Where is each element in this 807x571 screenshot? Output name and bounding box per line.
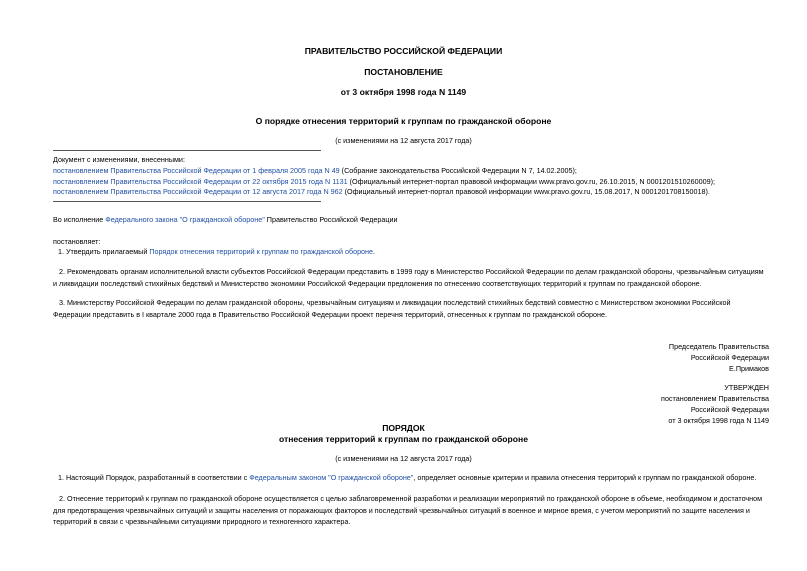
amendment-source: (Собрание законодательства Российской Федерации N 7, 14.02.2005); — [339, 166, 577, 175]
changes-note: (с изменениями на 12 августа 2017 года) — [335, 136, 472, 145]
paragraph-1 — [58, 247, 375, 256]
procedure-paragraph-2: 2. Отнесение территорий к группам по гражданской обороне осуществляется с целью заблаговременной разработки и реализации мероприятий по гражданской обороне в объеме, необходимом и достаточном для предотвращения чрезвычайных ситуаций и защиты населения от поражающих факторов и последствий чрезвычайных ситуаций в военное и мирное время, с учетом мероприятий по защите населения и территорий в связи с чрезвычайными ситуациями природного и техногенного характера. — [53, 494, 763, 526]
amendment-item — [53, 166, 577, 175]
federal-law-link[interactable]: Федерального закона "О гражданской обороне" — [105, 215, 265, 224]
paragraph-3: 3. Министерству Российской Федерации по делам гражданской обороны, чрезвычайным ситуациям и ликвидации последствий стихийных бедствий совместно с Министерством экономики Российской Федерации представить в I квартале 2000 года в Правительство Российской Федерации проект перечня территорий, отнесенных к группам по гражданской обороне. — [53, 298, 731, 319]
doc-type-heading: ПОСТАНОВЛЕНИЕ — [364, 67, 443, 77]
paragraph-1-suffix: . — [373, 247, 376, 256]
amendment-link[interactable]: постановлением Правительства Российской Федерации от 12 августа 2017 года N 962 — [53, 187, 343, 196]
procedure-title: ПОРЯДОК — [382, 423, 425, 433]
amendment-link[interactable]: постановлением Правительства Российской Федерации от 22 октября 2015 года N 1131 — [53, 177, 348, 186]
approval-by: постановлением Правительства — [661, 394, 769, 403]
preamble-suffix: Правительство Российской Федерации — [264, 215, 398, 224]
procedure-paragraph-1 — [58, 473, 756, 482]
government-heading: ПРАВИТЕЛЬСТВО РОССИЙСКОЙ ФЕДЕРАЦИИ — [304, 46, 503, 56]
procedure-changes-note: (с изменениями на 12 августа 2017 года) — [335, 454, 472, 463]
signature-country: Российской Федерации — [690, 353, 769, 362]
paragraph-1-prefix: 1. Утвердить прилагаемый — [58, 247, 150, 256]
procedure-p1-suffix: , определяет основные критерии и правила отнесения территорий к группам по гражданской обороне. — [413, 473, 757, 482]
procedure-p1-prefix: 1. Настоящий Порядок, разработанный в соответствии с — [58, 473, 250, 482]
approval-date: от 3 октября 1998 года N 1149 — [668, 416, 769, 425]
amendments-intro: Документ с изменениями, внесенными: — [53, 155, 185, 164]
document-title: О порядке отнесения территорий к группам по гражданской обороне — [255, 116, 552, 126]
preamble-prefix: Во исполнение — [53, 215, 106, 224]
paragraph-2: 2. Рекомендовать органам исполнительной власти субъектов Российской Федерации представить в 1999 году в Министерство Российской Федерации по делам гражданской обороны, чрезвычайным ситуациям и ликвидации последствий стихийных бедствий и Министерство экономики Российской Федерации предложения по отнесению соответствующих территорий к группам по гражданской обороне. — [53, 267, 764, 288]
federal-law-link[interactable]: Федеральным законом "О гражданской обороне" — [249, 473, 414, 482]
signature-block — [669, 341, 769, 374]
resolves-label: постановляет: — [53, 237, 101, 246]
approval-label: УТВЕРЖДЕН — [724, 383, 769, 392]
amendment-item — [53, 187, 710, 196]
preamble — [53, 215, 397, 224]
date-number-heading: от 3 октября 1998 года N 1149 — [340, 87, 467, 97]
signature-title: Председатель Правительства — [668, 342, 769, 351]
procedure-subtitle: отнесения территорий к группам по гражданской обороне — [278, 434, 529, 444]
divider-bottom — [53, 201, 321, 202]
divider-top — [53, 150, 321, 151]
amendment-item — [53, 177, 715, 186]
approval-block — [661, 382, 769, 426]
procedure-link[interactable]: Порядок отнесения территорий к группам по гражданской обороне — [149, 247, 374, 256]
signature-name: Е.Примаков — [729, 364, 769, 373]
amendment-link[interactable]: постановлением Правительства Российской Федерации от 1 февраля 2005 года N 49 — [53, 166, 340, 175]
amendment-source: (Официальный интернет-портал правовой информации www.pravo.gov.ru, 15.08.2017, N 0001201708150018). — [342, 187, 710, 196]
approval-country: Российской Федерации — [690, 405, 769, 414]
amendment-source: (Официальный интернет-портал правовой информации www.pravo.gov.ru, 26.10.2015, N 0001201510260009); — [347, 177, 715, 186]
